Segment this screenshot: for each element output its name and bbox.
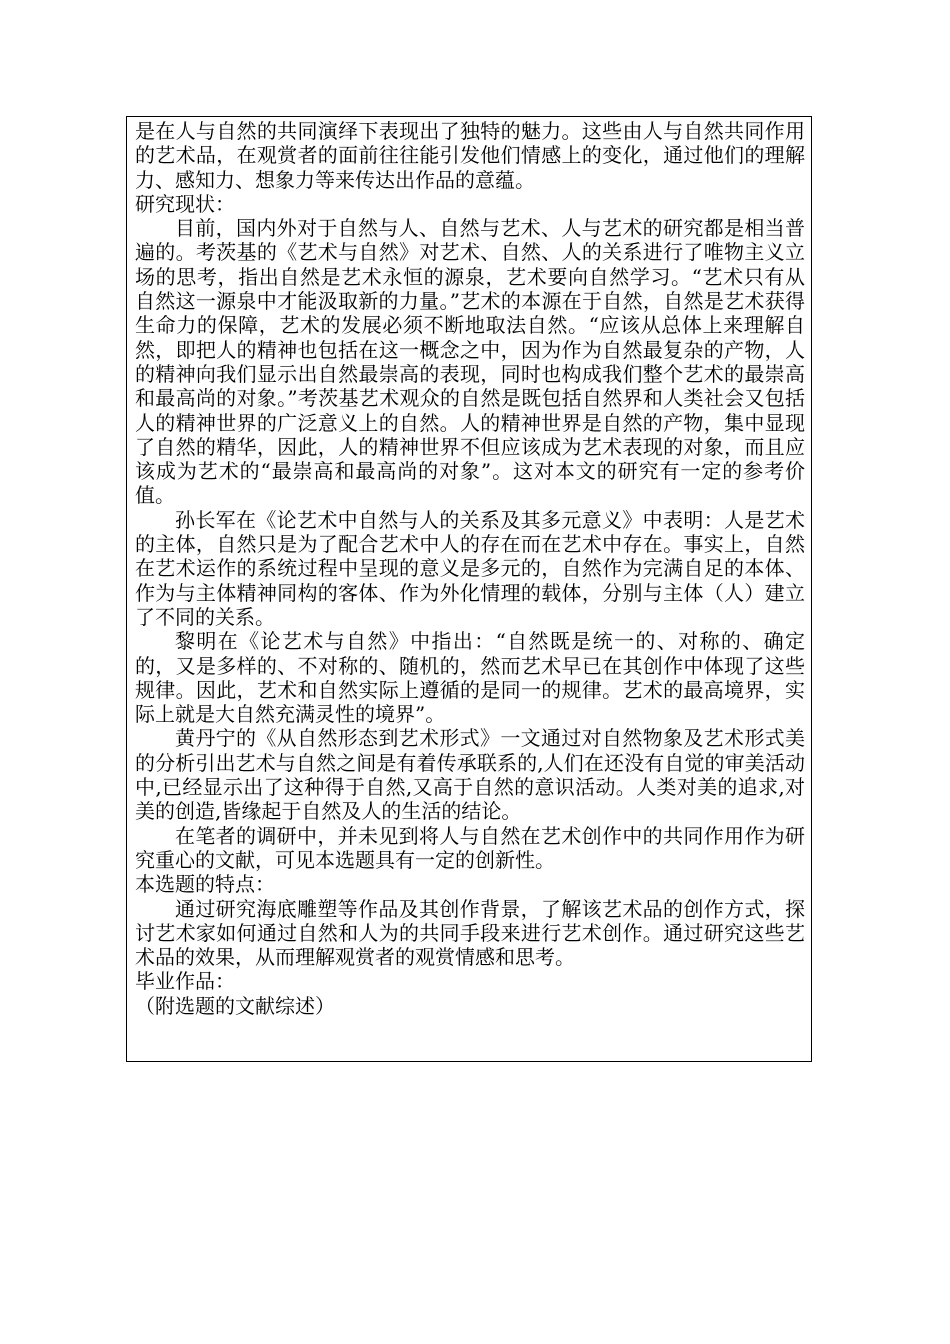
- features-heading: 本选题的特点：: [135, 872, 275, 897]
- graduation-work-heading: 毕业作品：: [135, 969, 235, 994]
- graduation-work-note: （附选题的文献综述）: [135, 993, 335, 1018]
- research-paragraph-sun: 孙长军在《论艺术中自然与人的关系及其多元意义》中表明：人是艺术的主体，自然只是为了配合艺术中人的存在而在艺术中存在。事实上，自然在艺术运作的系统过程中呈现的意义是多元的，自然作为完满自足的本体、作为与主体精神同构的客体、作为外化情理的载体，分别与主体（人）建立了不同的关系。: [135, 507, 805, 629]
- research-paragraph-huang: 黄丹宁的《从自然形态到艺术形式》一文通过对自然物象及艺术形式美的分析引出艺术与自然之间是有着传承联系的,人们在还没有自觉的审美活动中,已经显示出了这种得于自然,又高于自然的意识活动。人类对美的追求,对美的创造,皆缘起于自然及人的生活的结论。: [135, 726, 805, 824]
- research-status-heading: 研究现状：: [135, 191, 235, 216]
- intro-paragraph: 是在人与自然的共同演绎下表现出了独特的魅力。这些由人与自然共同作用的艺术品，在观赏者的面前往往能引发他们情感上的变化，通过他们的理解力、感知力、想象力等来传达出作品的意蕴。: [135, 119, 805, 192]
- research-paragraph-liming: 黎明在《论艺术与自然》中指出：“自然既是统一的、对称的、确定的，又是多样的、不对称的、随机的，然而艺术早已在其创作中体现了这些规律。因此，艺术和自然实际上遵循的是同一的规律。艺术的最高境界，实际上就是大自然充满灵性的境界”。: [135, 629, 805, 727]
- content-table-cell: [126, 116, 812, 1062]
- features-paragraph: 通过研究海底雕塑等作品及其创作背景，了解该艺术品的创作方式，探讨艺术家如何通过自然和人为的共同手段来进行艺术创作。通过研究这些艺术品的效果，从而理解观赏者的观赏情感和思考。: [135, 896, 805, 970]
- research-paragraph-author: 在笔者的调研中，并未见到将人与自然在艺术创作中的共同作用作为研究重心的文献，可见本选题具有一定的创新性。: [135, 823, 805, 872]
- research-paragraph-kautsky: 目前，国内外对于自然与人、自然与艺术、人与艺术的研究都是相当普遍的。考茨基的《艺术与自然》对艺术、自然、人的关系进行了唯物主义立场的思考，指出自然是艺术永恒的源泉，艺术要向自然学习。“艺术只有从自然这一源泉中才能汲取新的力量。”艺术的本源在于自然，自然是艺术获得生命力的保障，艺术的发展必须不断地取法自然。“应该从总体上来理解自然，即把人的精神也包括在这一概念之中，因为作为自然最复杂的产物，人的精神向我们显示出自然最崇高的表现，同时也构成我们整个艺术的最崇高和最高尚的对象。”考茨基艺术观众的自然是既包括自然界和人类社会又包括人的精神世界的广泛意义上的自然。人的精神世界是自然的产物，集中显现了自然的精华，因此，人的精神世界不但应该成为艺术表现的对象，而且应该成为艺术的“最崇高和最高尚的对象”。这对本文的研究有一定的参考价值。: [135, 216, 805, 508]
